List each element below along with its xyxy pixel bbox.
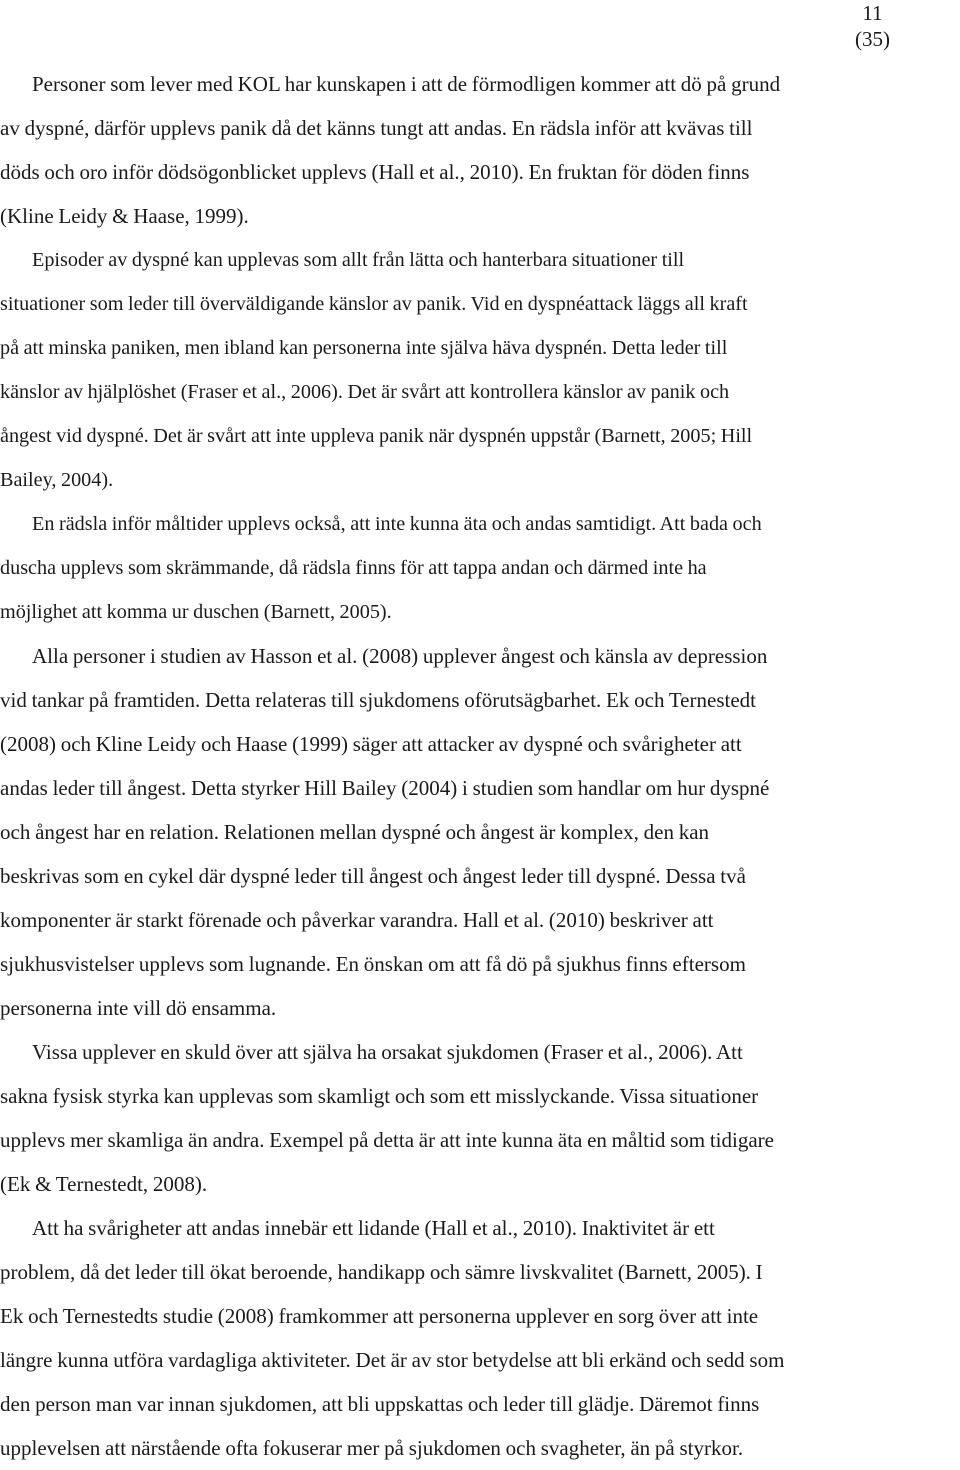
text-line: problem, då det leder till ökat beroende, handikapp och sämre livskvalitet (Barnett, 2005). I	[0, 1260, 763, 1284]
text-line: andas leder till ångest. Detta styrker Hill Bailey (2004) i studien som handlar om hur dyspné	[0, 776, 770, 800]
text-line: personerna inte vill dö ensamma.	[0, 996, 277, 1020]
text-line: upplevelsen att närstående ofta fokuserar mer på sjukdomen och svagheter, än på styrkor.	[0, 1436, 744, 1460]
paragraph-suffering	[0, 1206, 958, 1470]
text-line: döds och oro inför dödsögonblicket upplevs (Hall et al., 2010). En fruktan för döden finns	[0, 160, 750, 184]
paragraph-dyspnea-episodes	[0, 238, 958, 502]
document-body	[0, 62, 958, 1470]
paragraph-kol-fear	[0, 62, 958, 238]
text-line: Vissa upplever en skuld över att själva ha orsakat sjukdomen (Fraser et al., 2006). Att	[32, 1040, 743, 1064]
text-line: på att minska paniken, men ibland kan personerna inte själva häva dyspnén. Detta leder till	[0, 337, 728, 359]
page-number-total: (35)	[855, 27, 890, 51]
text-line: duscha upplevs som skrämmande, då rädsla finns för att tappa andan och därmed inte ha	[0, 557, 707, 579]
text-line: komponenter är starkt förenade och påverkar varandra. Hall et al. (2010) beskriver att	[0, 908, 714, 932]
text-line: längre kunna utföra vardagliga aktiviteter. Det är av stor betydelse att bli erkänd och sedd som	[0, 1348, 785, 1372]
text-line: möjlighet att komma ur duschen (Barnett, 2005).	[0, 601, 392, 623]
text-line: ångest vid dyspné. Det är svårt att inte uppleva panik när dyspnén uppstår (Barnett, 2005; Hill	[0, 425, 753, 447]
text-line: vid tankar på framtiden. Detta relateras till sjukdomens oförutsägbarhet. Ek och Ternestedt	[0, 688, 756, 712]
text-line: av dyspné, därför upplevs panik då det känns tungt att andas. En rädsla inför att kvävas till	[0, 116, 753, 140]
text-line: Ek och Ternestedts studie (2008) framkommer att personerna upplever en sorg över att inte	[0, 1304, 759, 1328]
text-line: känslor av hjälplöshet (Fraser et al., 2006). Det är svårt att kontrollera känslor av panik och	[0, 381, 730, 403]
text-line: upplevs mer skamliga än andra. Exempel på detta är att inte kunna äta en måltid som tidigare	[0, 1128, 774, 1152]
text-line: Personer som lever med KOL har kunskapen i att de förmodligen kommer att dö på grund	[32, 72, 781, 96]
text-line: (Kline Leidy & Haase, 1999).	[0, 204, 249, 228]
text-line: och ångest har en relation. Relationen mellan dyspné och ångest är komplex, den kan	[0, 820, 710, 844]
text-line: beskrivas som en cykel där dyspné leder till ångest och ångest leder till dyspné. Dessa två	[0, 864, 746, 888]
text-line: Bailey, 2004).	[0, 469, 114, 491]
text-line: Alla personer i studien av Hasson et al. (2008) upplever ångest och känsla av depression	[32, 644, 768, 668]
paragraph-guilt-shame	[0, 1030, 958, 1206]
paragraph-meal-fear	[0, 502, 958, 634]
text-line: Episoder av dyspné kan upplevas som allt från lätta och hanterbara situationer till	[32, 249, 685, 271]
text-line: situationer som leder till överväldigande känslor av panik. Vid en dyspnéattack läggs all kraft	[0, 293, 748, 315]
paragraph-anxiety-depression	[0, 634, 958, 1030]
text-line: den person man var innan sjukdomen, att bli uppskattas och leder till glädje. Däremot finns	[0, 1392, 760, 1416]
text-line: Att ha svårigheter att andas innebär ett lidande (Hall et al., 2010). Inaktivitet är ett	[32, 1216, 715, 1240]
text-line: sjukhusvistelser upplevs som lugnande. En önskan om att få dö på sjukhus finns eftersom	[0, 952, 746, 976]
text-line: sakna fysisk styrka kan upplevas som skamligt och som ett misslyckande. Vissa situationer	[0, 1084, 759, 1108]
text-line: (2008) och Kline Leidy och Haase (1999) säger att attacker av dyspné och svårigheter att	[0, 732, 742, 756]
page-number-current: 11	[862, 1, 883, 25]
page-number	[855, 0, 890, 52]
text-line: En rädsla inför måltider upplevs också, att inte kunna äta och andas samtidigt. Att bada och	[32, 513, 762, 535]
text-line: (Ek & Ternestedt, 2008).	[0, 1172, 208, 1196]
